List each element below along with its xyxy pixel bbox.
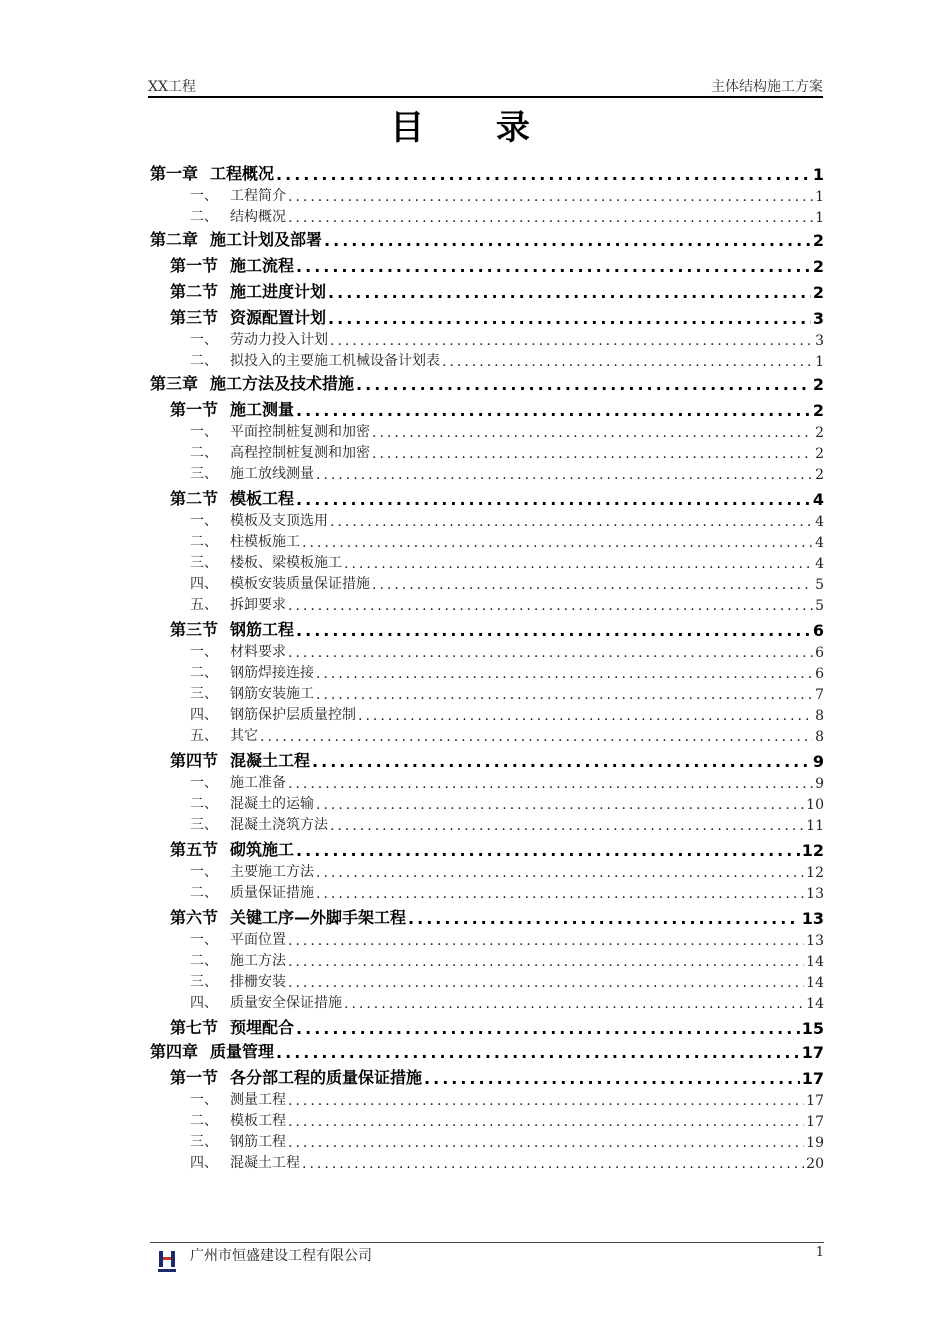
toc-entry-title: 施工放线测量 bbox=[230, 466, 314, 482]
toc-entry-title: 施工测量 bbox=[230, 400, 295, 419]
toc-dot-leader bbox=[296, 621, 811, 640]
toc-entry-number: 一、 bbox=[190, 644, 218, 660]
toc-entry-page: 2 bbox=[815, 425, 824, 441]
toc-dot-leader bbox=[344, 996, 804, 1012]
toc-entry[interactable] bbox=[150, 509, 824, 530]
toc-entry-number: 第七节 bbox=[170, 1018, 219, 1037]
toc-entry-title: 楼板、梁模板施工 bbox=[230, 555, 342, 571]
toc-entry[interactable] bbox=[150, 370, 824, 394]
toc-entry-page: 14 bbox=[806, 975, 824, 991]
toc-entry-title: 砌筑施工 bbox=[230, 840, 295, 859]
toc-dot-leader bbox=[276, 1043, 800, 1062]
toc-dot-leader bbox=[316, 797, 804, 813]
toc-dot-leader bbox=[442, 354, 813, 370]
toc-dot-leader bbox=[296, 401, 811, 420]
toc-entry[interactable] bbox=[150, 276, 824, 302]
toc-entry-title: 施工流程 bbox=[230, 256, 295, 275]
toc-entry-number: 三、 bbox=[190, 686, 218, 702]
toc-entry-number: 第三节 bbox=[170, 620, 219, 639]
toc-entry-number: 二、 bbox=[190, 885, 218, 901]
toc-entry-page: 20 bbox=[806, 1156, 824, 1172]
toc-dot-leader bbox=[302, 535, 813, 551]
footer-page-number: 1 bbox=[815, 1245, 824, 1260]
toc-entry-number: 五、 bbox=[190, 728, 218, 744]
toc-entry-page: 2 bbox=[815, 467, 824, 483]
toc-entry-number: 第三章 bbox=[150, 374, 199, 393]
toc-dot-leader bbox=[260, 729, 813, 745]
toc-entry[interactable] bbox=[150, 226, 824, 250]
toc-entry-number: 一、 bbox=[190, 775, 218, 791]
toc-entry-page: 9 bbox=[812, 752, 824, 771]
toc-entry-page: 2 bbox=[815, 446, 824, 462]
toc-entry-page: 17 bbox=[806, 1093, 824, 1109]
toc-entry-number: 二、 bbox=[190, 353, 218, 369]
toc-dot-leader bbox=[296, 841, 800, 860]
toc-entry[interactable] bbox=[150, 881, 824, 902]
toc-entry-title: 钢筋保护层质量控制 bbox=[230, 707, 356, 723]
toc-entry-number: 第一节 bbox=[170, 256, 219, 275]
toc-entry-number: 三、 bbox=[190, 555, 218, 571]
toc-entry-page: 1 bbox=[815, 189, 824, 205]
toc-entry-page: 13 bbox=[806, 933, 824, 949]
toc-entry-page: 17 bbox=[801, 1069, 824, 1088]
toc-entry-number: 三、 bbox=[190, 1134, 218, 1150]
toc-entry-page: 1 bbox=[812, 165, 824, 184]
toc-dot-leader bbox=[330, 514, 813, 530]
toc-entry-number: 二、 bbox=[190, 534, 218, 550]
toc-entry-title: 工程简介 bbox=[230, 188, 286, 204]
toc-dot-leader bbox=[316, 666, 813, 682]
toc-entry-number: 三、 bbox=[190, 974, 218, 990]
toc-entry[interactable] bbox=[150, 302, 824, 328]
toc-dot-leader bbox=[288, 933, 804, 949]
toc-entry-number: 二、 bbox=[190, 665, 218, 681]
toc-dot-leader bbox=[324, 231, 811, 250]
toc-dot-leader bbox=[288, 598, 813, 614]
toc-entry[interactable] bbox=[150, 328, 824, 349]
toc-entry-page: 10 bbox=[806, 797, 824, 813]
toc-entry[interactable] bbox=[150, 551, 824, 572]
toc-entry-title: 施工方法 bbox=[230, 953, 286, 969]
toc-entry-title: 高程控制桩复测和加密 bbox=[230, 445, 370, 461]
table-of-contents bbox=[150, 160, 824, 1172]
toc-entry-number: 第二节 bbox=[170, 282, 219, 301]
toc-entry[interactable] bbox=[150, 703, 824, 724]
toc-entry-page: 13 bbox=[801, 909, 824, 928]
toc-entry-title: 平面位置 bbox=[230, 932, 286, 948]
toc-entry-page: 9 bbox=[815, 776, 824, 792]
toc-dot-leader bbox=[288, 1093, 804, 1109]
toc-entry-page: 14 bbox=[806, 954, 824, 970]
page-footer bbox=[150, 1242, 824, 1273]
toc-entry-title: 劳动力投入计划 bbox=[230, 332, 328, 348]
footer-company-name: 广州市恒盛建设工程有限公司 bbox=[190, 1248, 372, 1264]
toc-entry-title: 质量保证措施 bbox=[230, 885, 314, 901]
toc-entry-number: 一、 bbox=[190, 513, 218, 529]
toc-entry-page: 17 bbox=[801, 1043, 824, 1062]
toc-entry-page: 2 bbox=[812, 375, 824, 394]
toc-dot-leader bbox=[358, 708, 813, 724]
toc-entry-number: 四、 bbox=[190, 995, 218, 1011]
toc-dot-leader bbox=[356, 375, 811, 394]
toc-entry-number: 二、 bbox=[190, 209, 218, 225]
toc-entry-title: 工程概况 bbox=[210, 164, 275, 183]
toc-entry-number: 一、 bbox=[190, 188, 218, 204]
toc-entry-title: 材料要求 bbox=[230, 644, 286, 660]
toc-entry-number: 四、 bbox=[190, 707, 218, 723]
toc-entry-number: 第二节 bbox=[170, 489, 219, 508]
toc-entry-page: 4 bbox=[815, 556, 824, 572]
toc-entry[interactable] bbox=[150, 792, 824, 813]
toc-entry-title: 模板及支顶选用 bbox=[230, 513, 328, 529]
toc-entry[interactable] bbox=[150, 1151, 824, 1172]
toc-entry[interactable] bbox=[150, 1038, 824, 1062]
toc-entry-page: 2 bbox=[812, 257, 824, 276]
toc-entry-number: 第二章 bbox=[150, 230, 199, 249]
toc-dot-leader bbox=[302, 1156, 804, 1172]
toc-dot-leader bbox=[288, 189, 813, 205]
toc-entry-number: 一、 bbox=[190, 424, 218, 440]
toc-dot-leader bbox=[316, 687, 813, 703]
toc-dot-leader bbox=[424, 1069, 800, 1088]
toc-entry[interactable] bbox=[150, 394, 824, 420]
toc-entry-title: 质量安全保证措施 bbox=[230, 995, 342, 1011]
toc-entry-number: 一、 bbox=[190, 1092, 218, 1108]
toc-dot-leader bbox=[288, 645, 813, 661]
toc-entry[interactable] bbox=[150, 420, 824, 441]
toc-entry[interactable] bbox=[150, 1062, 824, 1088]
toc-dot-leader bbox=[372, 577, 813, 593]
toc-entry-title: 测量工程 bbox=[230, 1092, 286, 1108]
toc-entry-number: 第一节 bbox=[170, 400, 219, 419]
company-logo-icon bbox=[156, 1249, 178, 1273]
toc-dot-leader bbox=[288, 1114, 804, 1130]
toc-dot-leader bbox=[296, 490, 811, 509]
toc-entry-page: 3 bbox=[812, 309, 824, 328]
toc-entry-title: 混凝土工程 bbox=[230, 751, 311, 770]
toc-entry-number: 一、 bbox=[190, 864, 218, 880]
toc-entry-title: 钢筋安装施工 bbox=[230, 686, 314, 702]
toc-entry-page: 19 bbox=[806, 1135, 824, 1151]
toc-entry[interactable] bbox=[150, 970, 824, 991]
toc-entry-page: 4 bbox=[812, 490, 824, 509]
toc-entry-number: 四、 bbox=[190, 576, 218, 592]
toc-entry-title: 柱模板施工 bbox=[230, 534, 300, 550]
toc-dot-leader bbox=[344, 556, 813, 572]
toc-entry[interactable] bbox=[150, 1012, 824, 1038]
toc-dot-leader bbox=[372, 446, 813, 462]
toc-entry[interactable] bbox=[150, 745, 824, 771]
toc-entry-title: 主要施工方法 bbox=[230, 864, 314, 880]
page-header bbox=[148, 76, 823, 98]
toc-entry-title: 施工计划及部署 bbox=[210, 230, 323, 249]
toc-entry-title: 施工方法及技术措施 bbox=[210, 374, 355, 393]
toc-entry[interactable] bbox=[150, 682, 824, 703]
toc-entry[interactable] bbox=[150, 991, 824, 1012]
toc-entry[interactable] bbox=[150, 572, 824, 593]
toc-entry-page: 3 bbox=[815, 333, 824, 349]
toc-dot-leader bbox=[296, 1019, 800, 1038]
toc-entry[interactable] bbox=[150, 771, 824, 792]
toc-entry-page: 1 bbox=[815, 210, 824, 226]
header-document-name: 主体结构施工方案 bbox=[711, 79, 823, 95]
toc-entry[interactable] bbox=[150, 661, 824, 682]
toc-dot-leader bbox=[330, 333, 813, 349]
toc-entry-number: 二、 bbox=[190, 445, 218, 461]
toc-entry[interactable] bbox=[150, 205, 824, 226]
toc-entry-number: 第四节 bbox=[170, 751, 219, 770]
toc-entry-number: 第一章 bbox=[150, 164, 199, 183]
toc-dot-leader bbox=[316, 865, 804, 881]
toc-entry-page: 4 bbox=[815, 514, 824, 530]
toc-entry-title: 质量管理 bbox=[210, 1042, 275, 1061]
toc-entry-title: 模板工程 bbox=[230, 1113, 286, 1129]
toc-entry-page: 1 bbox=[815, 354, 824, 370]
toc-entry-number: 二、 bbox=[190, 796, 218, 812]
toc-entry-page: 5 bbox=[815, 577, 824, 593]
toc-entry-title: 钢筋焊接连接 bbox=[230, 665, 314, 681]
toc-entry[interactable] bbox=[150, 928, 824, 949]
toc-entry-number: 五、 bbox=[190, 597, 218, 613]
toc-entry-title: 施工进度计划 bbox=[230, 282, 327, 301]
toc-entry-page: 14 bbox=[806, 996, 824, 1012]
toc-dot-leader bbox=[288, 210, 813, 226]
toc-entry[interactable] bbox=[150, 184, 824, 205]
toc-entry[interactable] bbox=[150, 349, 824, 370]
toc-entry[interactable] bbox=[150, 1109, 824, 1130]
toc-entry-number: 一、 bbox=[190, 932, 218, 948]
toc-entry-title: 混凝土的运输 bbox=[230, 796, 314, 812]
toc-entry-number: 二、 bbox=[190, 953, 218, 969]
toc-entry-title: 拆卸要求 bbox=[230, 597, 286, 613]
toc-entry-title: 排栅安装 bbox=[230, 974, 286, 990]
toc-entry-page: 12 bbox=[801, 841, 824, 860]
toc-entry-title: 其它 bbox=[230, 728, 258, 744]
toc-entry-number: 一、 bbox=[190, 332, 218, 348]
toc-entry-title: 混凝土工程 bbox=[230, 1155, 300, 1171]
toc-dot-leader bbox=[316, 886, 804, 902]
toc-entry-number: 第四章 bbox=[150, 1042, 199, 1061]
page-title: 目 录 bbox=[390, 108, 560, 148]
toc-entry[interactable] bbox=[150, 1130, 824, 1151]
toc-entry-page: 6 bbox=[815, 645, 824, 661]
toc-entry-title: 拟投入的主要施工机械设备计划表 bbox=[230, 353, 440, 369]
toc-entry-page: 4 bbox=[815, 535, 824, 551]
toc-entry[interactable] bbox=[150, 441, 824, 462]
toc-entry-title: 关键工序—外脚手架工程 bbox=[230, 908, 407, 927]
toc-entry-page: 8 bbox=[815, 729, 824, 745]
toc-dot-leader bbox=[328, 283, 811, 302]
toc-entry-page: 11 bbox=[806, 818, 824, 834]
toc-dot-leader bbox=[408, 909, 800, 928]
toc-entry[interactable] bbox=[150, 160, 824, 184]
toc-entry-page: 12 bbox=[806, 865, 824, 881]
toc-entry-page: 17 bbox=[806, 1114, 824, 1130]
toc-dot-leader bbox=[312, 752, 811, 771]
toc-entry-title: 各分部工程的质量保证措施 bbox=[230, 1068, 423, 1087]
toc-entry-number: 第五节 bbox=[170, 840, 219, 859]
toc-entry[interactable] bbox=[150, 834, 824, 860]
toc-entry-page: 6 bbox=[815, 666, 824, 682]
toc-dot-leader bbox=[316, 467, 813, 483]
toc-entry-title: 混凝土浇筑方法 bbox=[230, 817, 328, 833]
toc-entry[interactable] bbox=[150, 483, 824, 509]
toc-entry-number: 第六节 bbox=[170, 908, 219, 927]
toc-entry-title: 施工准备 bbox=[230, 775, 286, 791]
toc-entry-page: 5 bbox=[815, 598, 824, 614]
toc-entry-page: 8 bbox=[815, 708, 824, 724]
toc-entry[interactable] bbox=[150, 593, 824, 614]
toc-entry-page: 2 bbox=[812, 283, 824, 302]
toc-entry[interactable] bbox=[150, 813, 824, 834]
toc-entry-page: 7 bbox=[815, 687, 824, 703]
toc-dot-leader bbox=[276, 165, 811, 184]
toc-entry-title: 钢筋工程 bbox=[230, 620, 295, 639]
toc-dot-leader bbox=[288, 1135, 804, 1151]
toc-dot-leader bbox=[288, 954, 804, 970]
toc-entry-page: 2 bbox=[812, 401, 824, 420]
toc-entry[interactable] bbox=[150, 724, 824, 745]
toc-entry[interactable] bbox=[150, 860, 824, 881]
toc-dot-leader bbox=[328, 309, 811, 328]
toc-entry-title: 结构概况 bbox=[230, 209, 286, 225]
toc-dot-leader bbox=[372, 425, 813, 441]
toc-entry[interactable] bbox=[150, 614, 824, 640]
toc-entry[interactable] bbox=[150, 1088, 824, 1109]
toc-entry-number: 三、 bbox=[190, 817, 218, 833]
toc-entry-page: 2 bbox=[812, 231, 824, 250]
toc-entry-page: 15 bbox=[801, 1019, 824, 1038]
toc-entry-number: 四、 bbox=[190, 1155, 218, 1171]
toc-dot-leader bbox=[288, 975, 804, 991]
toc-entry-number: 第一节 bbox=[170, 1068, 219, 1087]
toc-entry[interactable] bbox=[150, 640, 824, 661]
toc-entry-number: 二、 bbox=[190, 1113, 218, 1129]
toc-entry[interactable] bbox=[150, 462, 824, 483]
toc-entry-page: 13 bbox=[806, 886, 824, 902]
toc-entry-number: 第三节 bbox=[170, 308, 219, 327]
toc-entry-title: 平面控制桩复测和加密 bbox=[230, 424, 370, 440]
toc-dot-leader bbox=[330, 818, 804, 834]
toc-entry-title: 预埋配合 bbox=[230, 1018, 295, 1037]
toc-entry[interactable] bbox=[150, 902, 824, 928]
toc-entry-page: 6 bbox=[812, 621, 824, 640]
toc-entry-number: 三、 bbox=[190, 466, 218, 482]
toc-entry-title: 钢筋工程 bbox=[230, 1134, 286, 1150]
toc-entry[interactable] bbox=[150, 530, 824, 551]
toc-entry[interactable] bbox=[150, 250, 824, 276]
toc-dot-leader bbox=[296, 257, 811, 276]
toc-dot-leader bbox=[288, 776, 813, 792]
toc-entry-title: 模板工程 bbox=[230, 489, 295, 508]
toc-entry-title: 资源配置计划 bbox=[230, 308, 327, 327]
toc-entry-title: 模板安装质量保证措施 bbox=[230, 576, 370, 592]
header-project-name: XX工程 bbox=[148, 79, 196, 95]
toc-entry[interactable] bbox=[150, 949, 824, 970]
